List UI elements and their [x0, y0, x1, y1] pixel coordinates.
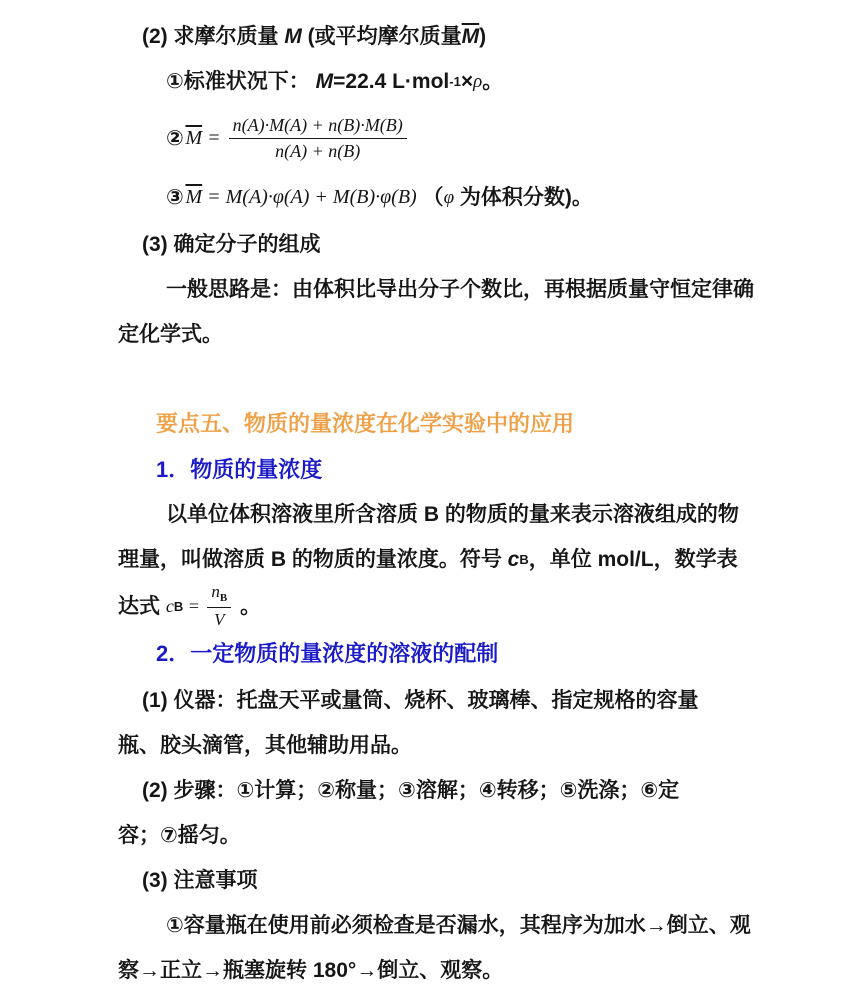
paragraph-line: (2) 步骤：①计算；②称量；③溶解；④转移；⑤洗涤；⑥定 — [142, 779, 680, 802]
paragraph-text: ，单位 mol/L，数学表 — [528, 548, 738, 571]
heading-molar-mass — [118, 14, 738, 59]
multiply-sign: × — [460, 70, 474, 93]
var-phi: φ — [443, 186, 455, 208]
item-text: 。 — [482, 70, 504, 93]
item-standard-condition — [118, 59, 738, 104]
paragraph-line: 瓶、胶头滴管，其他辅助用品。 — [118, 734, 412, 757]
paragraph-line: 以单位体积溶液里所含溶质 B 的物质的量来表示溶液组成的物 — [166, 503, 739, 526]
subscript-B: B — [219, 592, 228, 605]
fraction — [207, 582, 231, 629]
var-M: M — [315, 70, 334, 93]
fraction-numerator — [207, 582, 231, 608]
fraction-numerator: n(A)·M(A) + n(B)·M(B) — [229, 115, 407, 139]
formula-volume-fraction — [118, 172, 738, 222]
heading-precautions: (3) 注意事项 — [142, 869, 258, 892]
note-text: （ — [416, 185, 444, 209]
subsection-heading-molar-concentration: 1．物质的量浓度 — [156, 457, 323, 482]
var-M: M — [284, 25, 302, 48]
heading-text: (2) 求摩尔质量 — [142, 25, 285, 48]
section-heading-key-point-five: 要点五、物质的量浓度在化学实验中的应用 — [156, 411, 575, 436]
paragraph-line: ①容量瓶在使用前必须检查是否漏水，其程序为加水→倒立、观 — [166, 914, 751, 937]
paragraph-line: 一般思路是：由体积比导出分子个数比，再根据质量守恒定律确 — [166, 278, 754, 301]
heading-text: (或平均摩尔质量 — [301, 25, 462, 48]
heading-text: ) — [479, 25, 487, 48]
circled-2-marker: ② — [166, 126, 184, 150]
equals-sign: = — [202, 127, 226, 149]
equals-sign: = — [183, 596, 205, 616]
var-c: c — [165, 596, 174, 616]
fraction — [229, 115, 407, 161]
paragraph-line: (1) 仪器：托盘天平或量筒、烧杯、玻璃棒、指定规格的容量 — [142, 689, 699, 712]
subscript-B: B — [519, 552, 529, 567]
exponent: -1 — [449, 74, 461, 89]
formula-average-molar-mass-fraction — [118, 104, 738, 172]
paragraph-line — [118, 537, 738, 582]
equals-sign: = — [202, 186, 226, 208]
section-gap — [118, 357, 738, 400]
var-M-bar: $\overline{M}$ — [461, 25, 480, 48]
note-text: 为体积分数)。 — [454, 185, 593, 209]
paragraph-text: 。 — [234, 594, 262, 618]
var-M-bar: $\overline{M}$ — [185, 127, 203, 149]
subscript-B: B — [173, 598, 184, 614]
paragraph-line: 察→正立→瓶塞旋转 180°→倒立、观察。 — [118, 959, 504, 982]
circled-3-marker: ③ — [166, 185, 184, 209]
fraction-denominator: n(A) + n(B) — [275, 140, 361, 161]
paragraph-line-formula — [118, 582, 738, 630]
item-text: ①标准状况下： — [166, 70, 316, 93]
var-M-bar: $\overline{M}$ — [185, 186, 203, 208]
var-n: n — [211, 582, 220, 602]
paragraph-text: 达式 — [118, 594, 166, 618]
paragraph-line: 定化学式。 — [118, 323, 223, 346]
paragraph-text: 理量，叫做溶质 B 的物质的量浓度。符号 — [118, 548, 508, 571]
heading-molecule-composition: (3) 确定分子的组成 — [142, 233, 321, 256]
fraction-denominator: V — [214, 610, 225, 630]
paragraph-line: 容；⑦摇匀。 — [118, 824, 241, 847]
formula-body: M(A)·φ(A) + M(B)·φ(B) — [225, 186, 417, 208]
var-rho: ρ — [473, 71, 483, 92]
item-text: =22.4 L·mol — [333, 70, 450, 93]
var-c: c — [507, 548, 520, 571]
subsection-heading-solution-preparation: 2．一定物质的量浓度的溶液的配制 — [156, 641, 499, 666]
